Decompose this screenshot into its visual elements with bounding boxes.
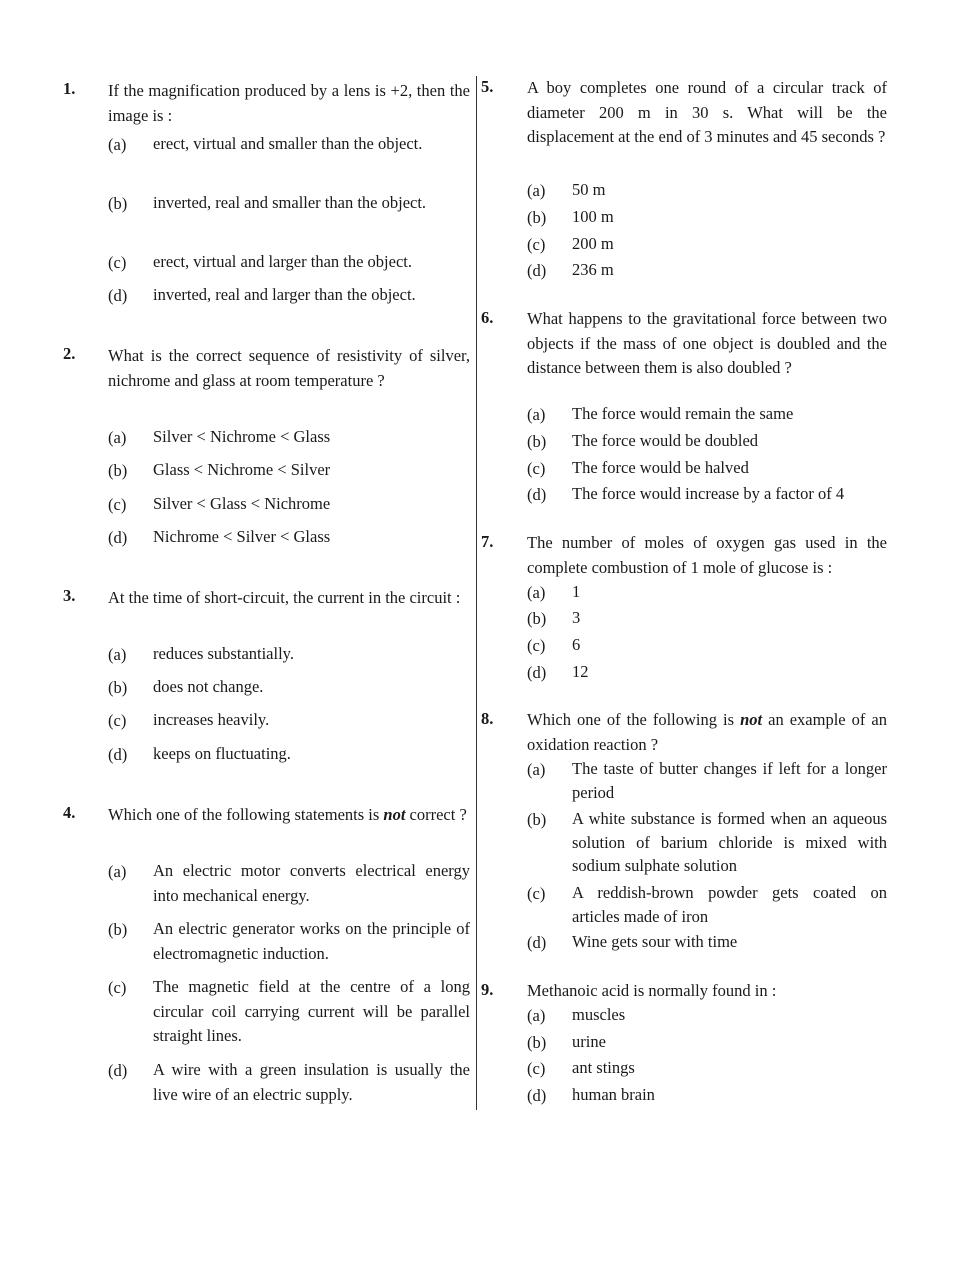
option-label: (d) bbox=[108, 745, 128, 764]
option-text: 3 bbox=[572, 608, 581, 627]
stem-text-end: an example of an oxidation reaction ? bbox=[527, 710, 887, 754]
stem-text: If the magnification produced by a lens is +2, then the image is : bbox=[108, 81, 470, 125]
question-stem bbox=[527, 76, 887, 150]
option-text: Silver < Glass < Nichrome bbox=[153, 494, 331, 513]
question-stem bbox=[527, 708, 887, 757]
option-label: (c) bbox=[527, 636, 546, 655]
question-number: 3. bbox=[63, 586, 76, 605]
option-text: urine bbox=[572, 1032, 606, 1051]
option-text: The magnetic field at the centre of a long circular coil carrying current will be parallel straight lines. bbox=[153, 977, 470, 1045]
stem-text: What happens to the gravitational force between two objects if the mass of one object is doubled and the distance between them is also doubled ? bbox=[527, 309, 887, 377]
option-text: An electric generator works on the principle of electromagnetic induction. bbox=[153, 919, 470, 963]
stem-emphasis: not bbox=[740, 710, 763, 729]
option-label: (b) bbox=[527, 432, 547, 451]
option-text: does not change. bbox=[153, 677, 264, 696]
option-label: (a) bbox=[108, 645, 127, 664]
option-label: (b) bbox=[108, 678, 128, 697]
option-label: (b) bbox=[527, 1033, 547, 1052]
option-label: (d) bbox=[108, 1061, 128, 1080]
option-label: (b) bbox=[108, 461, 128, 480]
option-text: erect, virtual and larger than the object. bbox=[153, 252, 412, 271]
question-stem bbox=[108, 78, 470, 128]
option-label: (d) bbox=[108, 528, 128, 547]
option-text: An electric motor converts electrical energy into mechanical energy. bbox=[153, 861, 470, 905]
question-stem bbox=[527, 531, 887, 580]
option-text: increases heavily. bbox=[153, 710, 270, 729]
option-text: The force would be doubled bbox=[572, 431, 759, 450]
option-label: (c) bbox=[108, 711, 127, 730]
option-text: 100 m bbox=[572, 207, 614, 226]
question-number: 5. bbox=[481, 77, 494, 96]
option-text: Wine gets sour with time bbox=[572, 932, 738, 951]
option-text: 1 bbox=[572, 582, 581, 601]
option-text: reduces substantially. bbox=[153, 644, 294, 663]
option-text: 50 m bbox=[572, 180, 606, 199]
option-text: Silver < Nichrome < Glass bbox=[153, 427, 331, 446]
option-label: (c) bbox=[108, 253, 127, 272]
option-label: (d) bbox=[527, 261, 547, 280]
option-text: ant stings bbox=[572, 1058, 635, 1077]
option-text: The force would remain the same bbox=[572, 404, 794, 423]
question-stem bbox=[108, 802, 470, 827]
option-text: muscles bbox=[572, 1005, 626, 1024]
option-label: (a) bbox=[108, 862, 127, 881]
question-stem bbox=[527, 979, 887, 1004]
option-text: The force would be halved bbox=[572, 458, 749, 477]
option-label: (c) bbox=[527, 235, 546, 254]
option-text: 200 m bbox=[572, 234, 614, 253]
question-number: 9. bbox=[481, 980, 494, 999]
question-number: 2. bbox=[63, 344, 76, 363]
option-label: (a) bbox=[527, 181, 546, 200]
option-label: (a) bbox=[108, 428, 127, 447]
option-text: human brain bbox=[572, 1085, 655, 1104]
option-text: The taste of butter changes if left for a longer period bbox=[572, 759, 887, 802]
stem-text: The number of moles of oxygen gas used in the complete combustion of 1 mole of glucose is : bbox=[527, 533, 887, 577]
option-label: (b) bbox=[108, 194, 128, 213]
option-label: (c) bbox=[527, 884, 546, 903]
option-label: (a) bbox=[108, 135, 127, 154]
question-stem bbox=[108, 343, 470, 393]
option-label: (a) bbox=[527, 405, 546, 424]
option-label: (b) bbox=[527, 208, 547, 227]
option-label: (b) bbox=[108, 920, 128, 939]
option-text: Glass < Nichrome < Silver bbox=[153, 460, 331, 479]
option-label: (d) bbox=[527, 1086, 547, 1105]
option-text: 6 bbox=[572, 635, 581, 654]
option-text: 236 m bbox=[572, 260, 614, 279]
option-text: erect, virtual and smaller than the object. bbox=[153, 134, 423, 153]
option-label: (d) bbox=[108, 286, 128, 305]
question-number: 7. bbox=[481, 532, 494, 551]
option-text: keeps on fluctuating. bbox=[153, 744, 291, 763]
stem-text-end: correct ? bbox=[409, 805, 467, 824]
column-divider bbox=[476, 76, 477, 1110]
option-text: A wire with a green insulation is usually the live wire of an electric supply. bbox=[153, 1060, 470, 1104]
option-label: (d) bbox=[527, 663, 547, 682]
stem-text: Which one of the following statements is bbox=[108, 805, 380, 824]
option-label: (c) bbox=[108, 495, 127, 514]
question-stem bbox=[108, 585, 470, 610]
stem-text: At the time of short-circuit, the current in the circuit : bbox=[108, 588, 461, 607]
stem-text: Methanoic acid is normally found in : bbox=[527, 981, 777, 1000]
stem-text: A boy completes one round of a circular track of diameter 200 m in 30 s. What will be the displacement at the end of 3 minutes and 45 seconds ? bbox=[527, 78, 887, 146]
option-text: A white substance is formed when an aqueous solution of barium chloride is mixed with sodium sulphate solution bbox=[572, 809, 887, 875]
option-label: (d) bbox=[527, 933, 547, 952]
option-label: (b) bbox=[527, 609, 547, 628]
question-number: 1. bbox=[63, 79, 76, 98]
option-text: inverted, real and larger than the object. bbox=[153, 285, 416, 304]
option-text: The force would increase by a factor of 4 bbox=[572, 484, 845, 503]
question-number: 4. bbox=[63, 803, 76, 822]
question-stem bbox=[527, 307, 887, 381]
stem-emphasis: not bbox=[383, 805, 406, 824]
option-label: (a) bbox=[527, 760, 546, 779]
option-label: (a) bbox=[527, 583, 546, 602]
option-text: inverted, real and smaller than the object. bbox=[153, 193, 427, 212]
stem-text: What is the correct sequence of resistivity of silver, nichrome and glass at room temperature ? bbox=[108, 346, 470, 390]
stem-text: Which one of the following is bbox=[527, 710, 735, 729]
question-number: 6. bbox=[481, 308, 494, 327]
option-label: (d) bbox=[527, 485, 547, 504]
option-text: 12 bbox=[572, 662, 589, 681]
option-label: (c) bbox=[527, 1059, 546, 1078]
option-label: (a) bbox=[527, 1006, 546, 1025]
option-label: (c) bbox=[527, 459, 546, 478]
question-number: 8. bbox=[481, 709, 494, 728]
option-text: Nichrome < Silver < Glass bbox=[153, 527, 331, 546]
option-label: (c) bbox=[108, 978, 127, 997]
option-text: A reddish-brown powder gets coated on articles made of iron bbox=[572, 883, 887, 926]
option-label: (b) bbox=[527, 810, 547, 829]
